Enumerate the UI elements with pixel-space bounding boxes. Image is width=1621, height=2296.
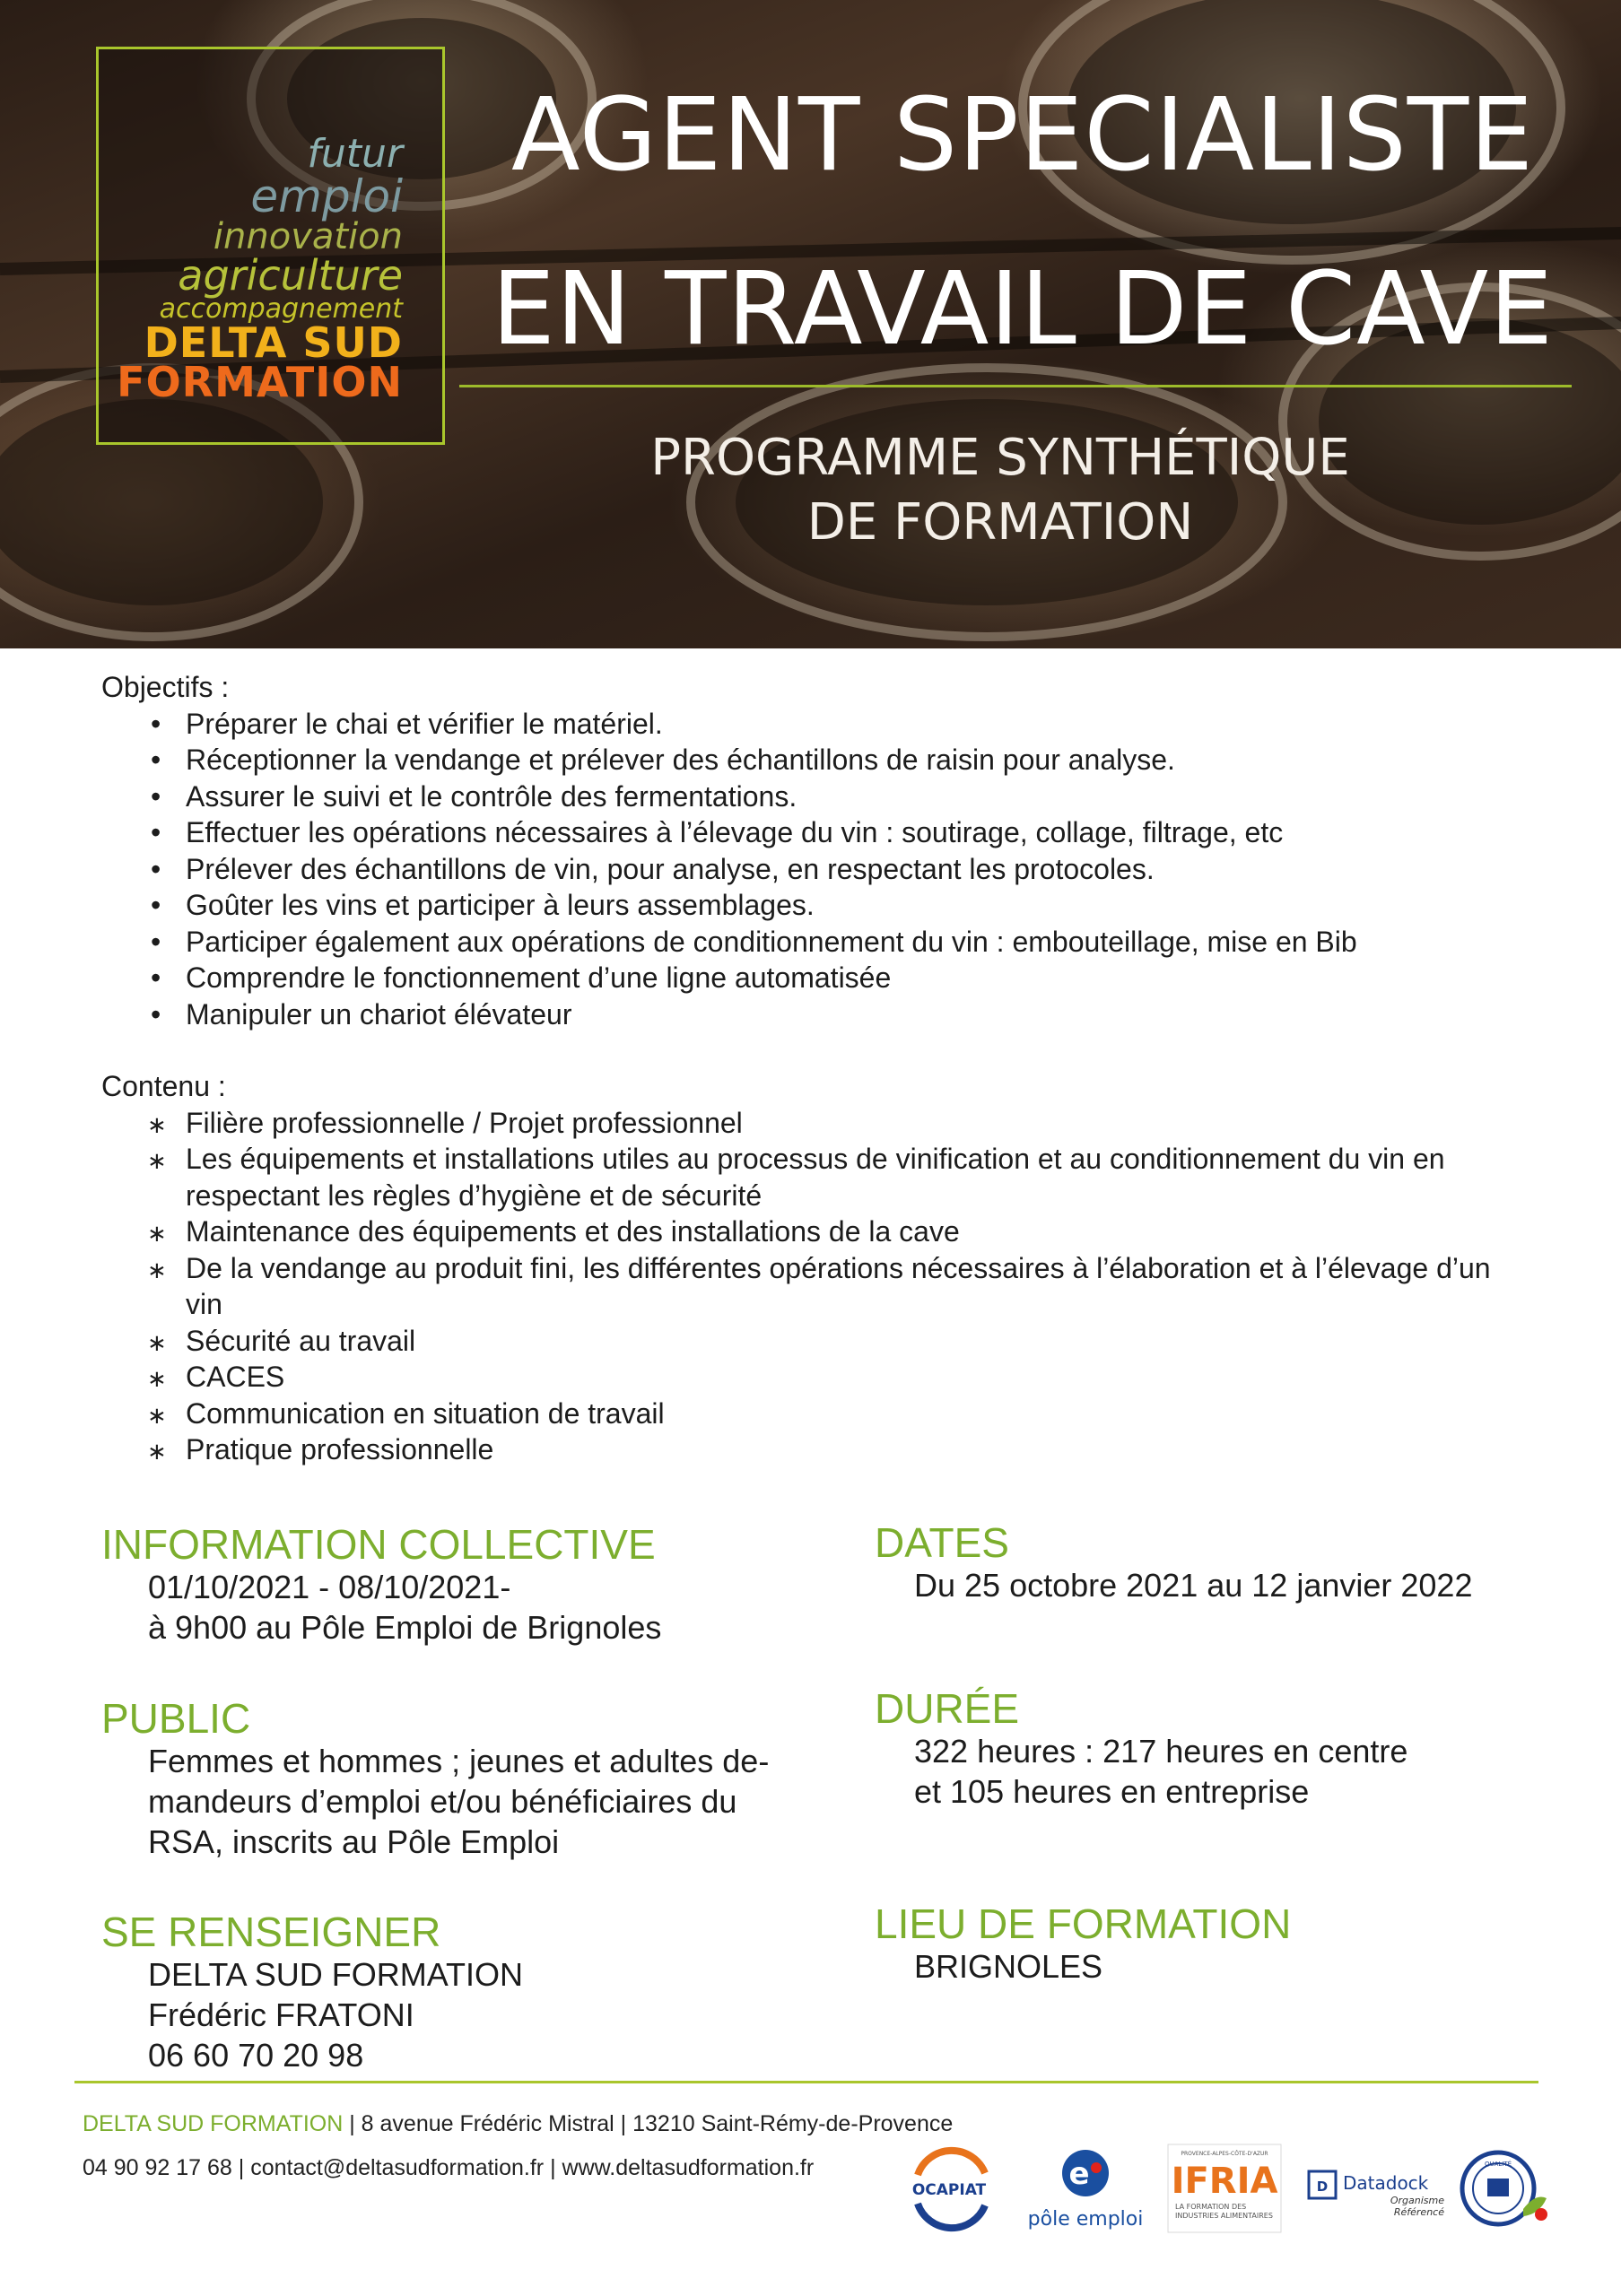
list-item: • Préparer le chai et vérifier le matériel.	[101, 706, 1537, 743]
svg-text:Référencé: Référencé	[1393, 2206, 1444, 2218]
header-banner	[0, 0, 1621, 648]
subtitle-line2: DE FORMATION	[806, 493, 1194, 552]
contact-org: DELTA SUD FORMATION	[148, 1956, 524, 1993]
contact-phone[interactable]: 06 60 70 20 98	[148, 2037, 364, 2074]
logo-word: emploi	[250, 170, 403, 222]
program-body	[101, 669, 1537, 1468]
pole-emploi-text: pôle emploi	[1027, 2208, 1144, 2231]
svg-text:LA FORMATION DES: LA FORMATION DES	[1175, 2203, 1247, 2211]
info-collective-heading: INFORMATION COLLECTIVE	[101, 1521, 656, 1568]
duree-line: 322 heures : 217 heures en centre	[914, 1733, 1408, 1770]
public-line: Femmes et hommes ; jeunes et adultes de-	[148, 1743, 770, 1779]
quality-seal-logo	[1453, 2139, 1552, 2238]
contenu-list	[101, 1105, 1537, 1468]
public-line: RSA, inscrits au Pôle Emploi	[148, 1823, 560, 1860]
list-item: ∗ De la vendange au produit fini, les différentes opérations nécessaires à l’élaboration et à l’élevage d’un vin	[101, 1250, 1537, 1323]
logo-brand-line1: DELTA SUD	[144, 318, 403, 367]
list-item: • Goûter les vins et participer à leurs assemblages.	[101, 887, 1537, 924]
duree-line: et 105 heures en entreprise	[914, 1773, 1310, 1810]
list-item: ∗ Communication en situation de travail	[101, 1396, 1537, 1432]
info-collective-place: à 9h00 au Pôle Emploi de Brignoles	[148, 1609, 662, 1646]
footer-address-text: | 8 avenue Frédéric Mistral | 13210 Saint-Rémy-de-Provence	[343, 2111, 954, 2136]
duree-section	[875, 1686, 1407, 1812]
footer-brand: DELTA SUD FORMATION	[83, 2111, 344, 2136]
logo-word: futur	[307, 131, 403, 177]
footer-address	[83, 2111, 953, 2137]
lieu-section	[875, 1901, 1291, 1987]
public-line: mandeurs d’emploi et/ou bénéficiaires du	[148, 1783, 737, 1820]
list-item: ∗ Les équipements et installations utiles au processus de vinification et au conditionnement du vin en respectant les règles d’hygiène et de sécurité	[101, 1141, 1537, 1213]
datadock-text: Datadock	[1343, 2172, 1429, 2194]
header-divider	[459, 385, 1572, 387]
svg-text:D: D	[1316, 2179, 1329, 2195]
duree-heading: DURÉE	[875, 1685, 1020, 1732]
svg-text:PROVENCE-ALPES-CÔTE-D'AZUR: PROVENCE-ALPES-CÔTE-D'AZUR	[1181, 2151, 1268, 2157]
svg-text:Organisme: Organisme	[1390, 2195, 1444, 2206]
contact-section	[101, 1909, 523, 2075]
ocapiat-logo	[900, 2139, 998, 2238]
page-title-line2: EN TRAVAIL DE CAVE	[491, 251, 1555, 368]
objectifs-list	[101, 706, 1537, 1033]
logo-tagline	[159, 131, 403, 325]
dates-value: Du 25 octobre 2021 au 12 janvier 2022	[914, 1567, 1473, 1604]
list-item: • Réceptionner la vendange et prélever des échantillons de raisin pour analyse.	[101, 742, 1537, 778]
logo-brand	[117, 318, 403, 406]
footer-divider	[74, 2081, 1538, 2083]
contact-person: Frédéric FRATONI	[148, 1996, 414, 2033]
list-item: ∗ CACES	[101, 1359, 1537, 1396]
logo-word: agriculture	[178, 251, 403, 300]
datadock-logo	[1305, 2139, 1449, 2238]
logo-brand-line2: FORMATION	[117, 357, 403, 406]
page-title-line1: AGENT SPECIALISTE	[511, 77, 1534, 194]
subtitle-line1: PROGRAMME SYNTHÉTIQUE	[650, 429, 1350, 487]
list-item: ∗ Sécurité au travail	[101, 1323, 1537, 1360]
svg-text:e: e	[1068, 2156, 1090, 2192]
list-item: • Assurer le suivi et le contrôle des fermentations.	[101, 778, 1537, 815]
list-item: • Participer également aux opérations de conditionnement du vin : embouteillage, mise en Bib	[101, 924, 1537, 961]
public-heading: PUBLIC	[101, 1695, 251, 1742]
objectifs-label: Objectifs :	[101, 671, 230, 703]
lieu-value: BRIGNOLES	[914, 1948, 1103, 1985]
footer-contact[interactable]: 04 90 92 17 68 | contact@deltasudformation.fr | www.deltasudformation.fr	[83, 2155, 815, 2180]
svg-text:INDUSTRIES ALIMENTAIRES: INDUSTRIES ALIMENTAIRES	[1175, 2212, 1273, 2220]
svg-text:QUALITÉ: QUALITÉ	[1484, 2161, 1512, 2168]
list-item: ∗ Maintenance des équipements et des installations de la cave	[101, 1213, 1537, 1250]
list-item: • Manipuler un chariot élévateur	[101, 996, 1537, 1033]
contact-heading: SE RENSEIGNER	[101, 1909, 441, 1955]
info-collective-dates: 01/10/2021 - 08/10/2021-	[148, 1569, 511, 1605]
list-item: • Comprendre le fonctionnement d’une ligne automatisée	[101, 960, 1537, 996]
logo-word: accompagnement	[159, 293, 403, 325]
dates-section	[875, 1520, 1472, 1605]
delta-sud-logo	[96, 47, 445, 445]
list-item: • Effectuer les opérations nécessaires à l’élevage du vin : soutirage, collage, filtrage, etc	[101, 814, 1537, 851]
ocapiat-text: OCAPIAT	[911, 2181, 987, 2199]
logo-word: innovation	[213, 216, 403, 257]
contenu-label: Contenu :	[101, 1070, 226, 1102]
lieu-heading: LIEU DE FORMATION	[875, 1900, 1292, 1947]
list-item: ∗ Filière professionnelle / Projet professionnel	[101, 1105, 1537, 1142]
public-section	[101, 1696, 769, 1862]
pole-emploi-logo	[1023, 2139, 1148, 2238]
list-item: • Prélever des échantillons de vin, pour analyse, en respectant les protocoles.	[101, 851, 1537, 888]
ifria-logo	[1166, 2139, 1283, 2238]
info-collective-section	[101, 1522, 661, 1648]
ifria-text: IFRIA	[1171, 2161, 1278, 2202]
list-item: ∗ Pratique professionnelle	[101, 1431, 1537, 1468]
dates-heading: DATES	[875, 1519, 1009, 1566]
